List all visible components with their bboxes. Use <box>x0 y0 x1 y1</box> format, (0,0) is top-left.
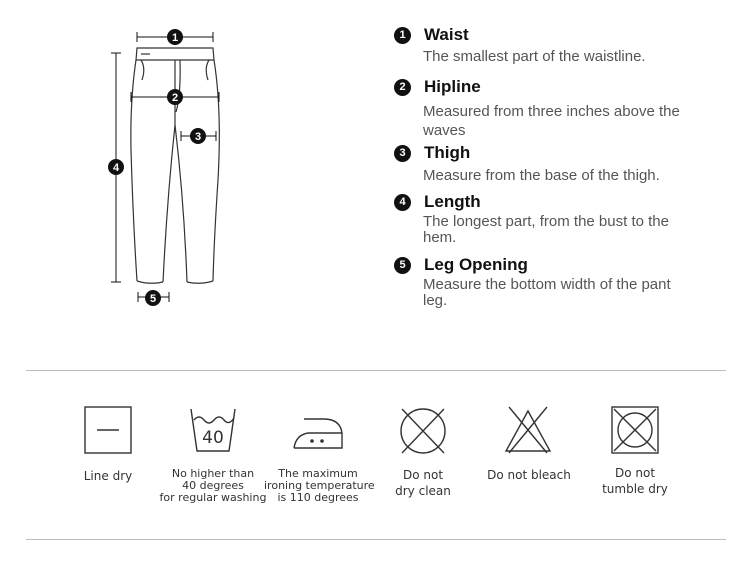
care-label-line-dry: Line dry <box>83 469 133 483</box>
marker-4 <box>108 159 124 175</box>
bottom-divider <box>26 539 726 540</box>
no-dry-clean-icon <box>399 405 447 455</box>
number-badge: 5 <box>394 257 411 274</box>
measurement-title: Length <box>424 192 481 211</box>
number-badge: 4 <box>394 194 411 211</box>
iron-icon <box>290 405 346 455</box>
svg-text:1: 1 <box>171 32 179 44</box>
measurement-description: Measured from three inches above the waves <box>423 103 680 139</box>
measurement-title: Thigh <box>424 143 471 162</box>
care-label-wash: No higher than 40 degrees for regular washing <box>159 467 267 504</box>
marker-2 <box>167 89 183 105</box>
measurement-title: Waist <box>424 25 469 44</box>
care-label-iron: The maximum ironing temperature is 110 degrees <box>264 467 375 504</box>
marker-5 <box>145 290 161 306</box>
measurement-description: Measure from the base of the thigh. <box>423 167 660 184</box>
care-label-tumble: Do not tumble dry <box>602 466 668 496</box>
pants-measurement-diagram <box>100 20 230 320</box>
svg-text:4: 4 <box>112 162 120 174</box>
care-label-bleach: Do not bleach <box>487 468 571 482</box>
no-tumble-dry-icon <box>610 405 660 455</box>
number-badge: 3 <box>394 145 411 162</box>
marker-1 <box>167 29 183 45</box>
top-divider <box>26 370 726 371</box>
line-dry-icon <box>84 405 132 455</box>
wash-40-icon <box>189 405 237 455</box>
svg-text:2: 2 <box>171 92 179 104</box>
svg-text:5: 5 <box>149 293 157 305</box>
number-badge: 2 <box>394 79 411 96</box>
care-label-dry-clean: Do not dry clean <box>395 468 451 498</box>
marker-3 <box>190 128 206 144</box>
measurement-title: Hipline <box>424 77 481 96</box>
number-badge: 1 <box>394 27 411 44</box>
measurement-description: The longest part, from the bust to the hem. <box>423 213 669 246</box>
measurement-description: The smallest part of the waistline. <box>423 48 646 65</box>
no-bleach-icon <box>503 405 553 455</box>
measurement-description: Measure the bottom width of the pant leg. <box>423 276 671 309</box>
svg-text:40: 40 <box>202 428 224 448</box>
svg-text:3: 3 <box>194 131 202 143</box>
measurement-title: Leg Opening <box>424 255 528 274</box>
